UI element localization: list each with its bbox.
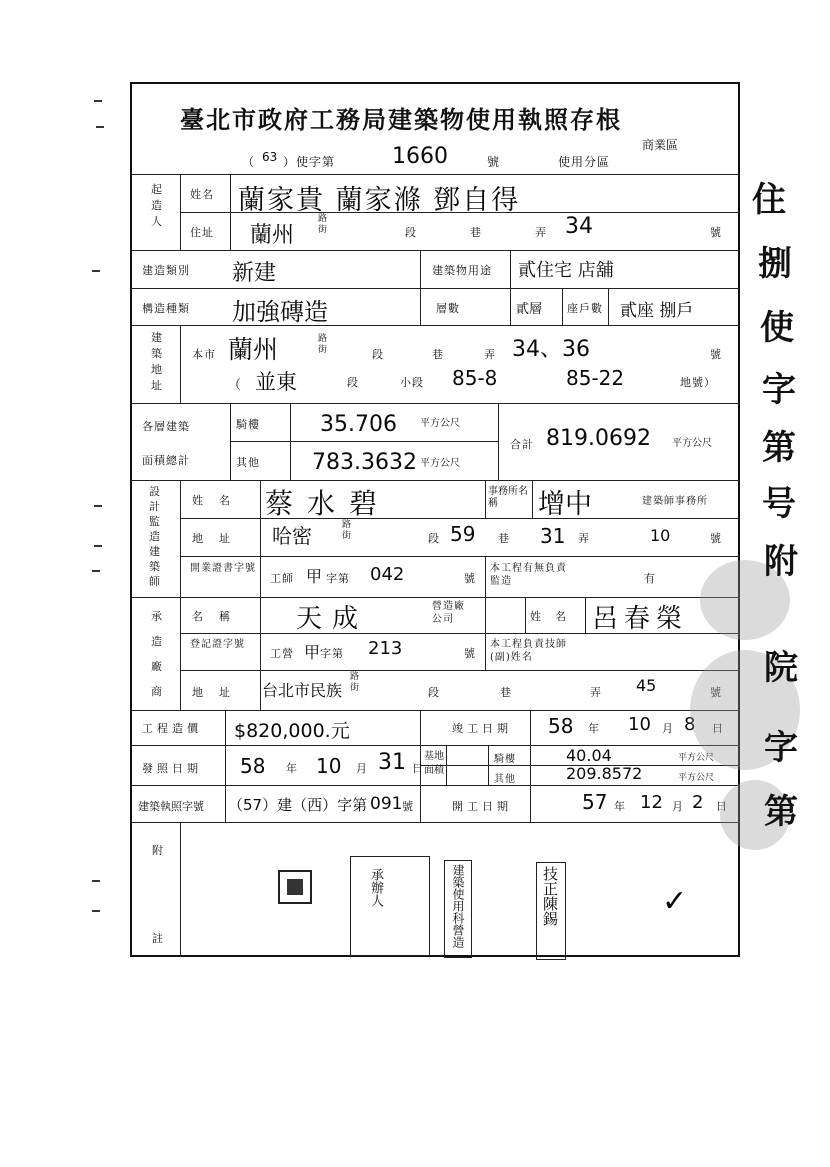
- type-label: 建造類別: [142, 264, 190, 277]
- permit-prefix: （: [242, 155, 256, 169]
- registration-no-label: 字第: [320, 647, 344, 660]
- applicant-sec-label: 段: [405, 226, 417, 239]
- done-nian: 年: [588, 722, 600, 735]
- contractor-sec-label: 段: [428, 686, 440, 699]
- permit-hao: 號: [487, 155, 501, 169]
- rule: [525, 597, 526, 633]
- permit-prefix-value: （57）建（西）字第: [228, 796, 368, 814]
- stamp-officer: [350, 856, 430, 956]
- done-label: 竣工日期: [452, 722, 512, 735]
- stamp-engineer-text: 技正陳錫: [541, 866, 559, 926]
- total-value: 819.0692: [546, 426, 651, 451]
- structure-label: 構造種類: [142, 302, 190, 315]
- rule: [485, 480, 486, 518]
- margin-char: 第: [764, 792, 798, 832]
- use-label: 建築物用途: [432, 264, 492, 277]
- applicant-lane-label: 巷: [470, 226, 482, 239]
- cost-label: 工程造價: [142, 722, 202, 735]
- margin-mark: [92, 880, 100, 882]
- site-sec-label: 段: [372, 348, 384, 361]
- issue-yue: 月: [356, 762, 368, 775]
- rule: [130, 288, 740, 289]
- margin-char: 使: [760, 308, 794, 348]
- office-value: 增中: [538, 489, 592, 520]
- base-arcade-value: 40.04: [566, 746, 612, 765]
- designer-sec-value: 59: [450, 522, 476, 546]
- applicant-num-value: 34: [565, 214, 593, 239]
- site-alley-label: 弄: [484, 348, 496, 361]
- permit-prefix-end: ）使字第: [283, 155, 336, 169]
- rule: [130, 710, 740, 711]
- land-subsec-label: 小段: [400, 376, 424, 389]
- start-year: 57: [582, 790, 608, 814]
- remarks-label-top: 附: [152, 844, 164, 857]
- rule: [446, 745, 447, 785]
- rule: [230, 174, 231, 250]
- margin-char: 字: [764, 728, 798, 768]
- issue-nian: 年: [286, 762, 298, 775]
- area-other-value: 783.3632: [312, 450, 417, 475]
- start-yue: 月: [672, 800, 684, 813]
- households-label: 座戶數: [567, 302, 603, 315]
- designer-addr-label: 地址: [192, 532, 246, 545]
- zone-note: 商業區: [642, 138, 679, 152]
- floors-label: 層數: [436, 302, 460, 315]
- rule: [230, 441, 498, 442]
- license-label: 開業證書字號: [190, 563, 256, 574]
- registration-hao: 號: [464, 647, 476, 660]
- supervise-value: 有: [644, 572, 656, 585]
- rule: [180, 325, 181, 403]
- use-value: 貳住宅 店舖: [518, 260, 614, 281]
- applicant-addr-label: 住址: [190, 226, 214, 239]
- margin-mark: [96, 126, 104, 128]
- site-city-label: 本市: [192, 348, 216, 361]
- applicant-name-value: 蘭家貴 蘭家滌 鄧自得: [238, 185, 521, 216]
- rule: [180, 670, 740, 671]
- area-label-1: 各層建築: [142, 420, 190, 433]
- rule: [130, 325, 740, 326]
- contractor-name-value: 天成: [296, 604, 369, 634]
- rule: [510, 250, 511, 288]
- rule: [260, 480, 261, 597]
- issue-ri: 日: [412, 762, 424, 775]
- rule: [420, 250, 421, 325]
- registration-value: 213: [368, 638, 403, 659]
- rule: [532, 480, 533, 518]
- use-zone-label: 使用分區: [558, 155, 611, 169]
- designer-num-value: 10: [650, 526, 671, 545]
- rule: [130, 745, 740, 746]
- contractor-road-label: 路 街: [350, 672, 361, 693]
- designer-name-value: 蔡水碧: [265, 487, 392, 520]
- issue-year: 58: [240, 754, 266, 778]
- designer-group-label: 設計監造建築師: [149, 485, 160, 588]
- start-day: 2: [692, 792, 704, 813]
- designer-lane-label: 巷: [498, 532, 510, 545]
- rule: [180, 174, 181, 250]
- office-suffix: 建築師事務所: [642, 496, 708, 507]
- permit-number: 1660: [392, 144, 448, 169]
- contractor-name-label: 名稱: [192, 610, 246, 623]
- site-hao-label: 號: [710, 348, 722, 361]
- rule: [510, 288, 511, 325]
- base-other-value: 209.8572: [566, 764, 643, 783]
- rule: [180, 556, 740, 557]
- margin-char: 字: [762, 370, 796, 410]
- total-label: 合計: [510, 438, 534, 451]
- contractor-company-label: 營造廠 公司: [432, 601, 465, 625]
- rule: [230, 403, 231, 480]
- office-label: 事務所名稱: [488, 486, 528, 509]
- margin-mark: [94, 100, 102, 102]
- land-sec-label: 段: [347, 376, 359, 389]
- margin-mark: [92, 570, 100, 572]
- site-group-label: 建築地址: [151, 331, 162, 392]
- land-open: （: [228, 378, 243, 393]
- margin-char: 第: [762, 428, 796, 468]
- check-mark: ✓: [662, 884, 688, 919]
- site-num-value: 34、36: [512, 337, 590, 362]
- arcade-value: 35.706: [320, 412, 397, 437]
- rule: [180, 480, 181, 597]
- site-road-label: 路 街: [318, 334, 329, 355]
- base-other-label: 其他: [494, 774, 516, 785]
- margin-mark: [94, 545, 102, 547]
- designer-addr-road: 哈密: [272, 524, 312, 548]
- land-value: 並東: [255, 370, 297, 394]
- license-value: 042: [370, 564, 405, 585]
- applicant-addr-road: 蘭州: [250, 223, 295, 248]
- designer-alley-label: 弄: [578, 532, 590, 545]
- base-arcade-label: 騎樓: [494, 754, 516, 765]
- rule: [130, 403, 740, 404]
- applicant-road-label: 路 街: [318, 214, 329, 235]
- license-no-label: 字第: [326, 572, 350, 585]
- cost-value: $820,000.元: [234, 720, 350, 742]
- start-label: 開工日期: [452, 800, 512, 813]
- site-lane-label: 巷: [432, 348, 444, 361]
- registration-label: 登記證字號: [190, 639, 245, 650]
- margin-char: 附: [764, 542, 798, 582]
- site-road-value: 蘭州: [228, 335, 279, 364]
- done-yue: 月: [662, 722, 674, 735]
- contractor-num-value: 45: [636, 676, 657, 695]
- rule: [130, 785, 740, 786]
- start-month: 12: [640, 792, 663, 813]
- rule: [485, 556, 486, 597]
- margin-mark: [94, 505, 102, 507]
- document-title: 臺北市政府工務局建築物使用執照存根: [180, 105, 622, 134]
- contractor-hao-label: 號: [710, 686, 722, 699]
- stamp-officer-text: 承辦人: [368, 868, 383, 907]
- registration-grade: 甲: [304, 643, 321, 662]
- designer-lane-value: 31: [540, 524, 566, 548]
- rule: [180, 518, 740, 519]
- rule: [260, 597, 261, 710]
- margin-char: 号: [762, 484, 796, 524]
- done-ri: 日: [712, 722, 724, 735]
- license-grade: 甲: [306, 567, 323, 586]
- margin-mark: [92, 270, 100, 272]
- rule: [290, 403, 291, 480]
- lot-value-2: 85-22: [566, 366, 625, 390]
- remarks-label-bottom: 註: [152, 932, 164, 945]
- margin-char: 院: [764, 648, 798, 688]
- contractor-rep-value: 呂春榮: [592, 604, 689, 634]
- permit-label: 建築執照字號: [138, 800, 204, 813]
- license-prefix: 工師: [270, 572, 294, 585]
- designer-hao-label: 號: [710, 532, 722, 545]
- base-area-label: 基地面積: [424, 751, 444, 776]
- square-stamp-inner: [287, 879, 303, 895]
- designer-name-label: 姓名: [192, 494, 246, 507]
- rule: [180, 597, 181, 710]
- designer-road-label: 路 街: [342, 520, 353, 541]
- done-day: 8: [684, 714, 696, 735]
- base-other-unit: 平方公尺: [678, 773, 715, 783]
- applicant-group-label: 起造人: [151, 183, 162, 228]
- type-value: 新建: [232, 261, 277, 286]
- rule: [585, 597, 586, 633]
- issue-month: 10: [316, 754, 342, 778]
- total-unit: 平方公尺: [672, 438, 712, 449]
- margin-mark: [92, 910, 100, 912]
- area-other-unit: 平方公尺: [420, 458, 460, 469]
- contractor-addr-value: 台北市民族: [262, 681, 343, 700]
- rule: [130, 822, 740, 823]
- done-month: 10: [628, 714, 651, 735]
- base-arcade-unit: 平方公尺: [678, 753, 715, 763]
- land-no-label: 地號）: [680, 376, 716, 389]
- rule: [608, 288, 609, 325]
- start-nian: 年: [614, 800, 626, 813]
- contractor-addr-label: 地址: [192, 686, 246, 699]
- rule: [562, 288, 563, 325]
- floors-value: 貳層: [516, 302, 543, 317]
- arcade-unit: 平方公尺: [420, 418, 460, 429]
- rule: [180, 822, 181, 957]
- structure-value: 加強磚造: [232, 298, 328, 326]
- lot-value-1: 85-8: [452, 366, 498, 390]
- applicant-hao-label: 號: [710, 226, 722, 239]
- margin-char: 捌: [758, 244, 792, 284]
- applicant-alley-label: 弄: [535, 226, 547, 239]
- contractor-group-label: 承造廠商: [151, 610, 162, 698]
- rule: [530, 710, 531, 822]
- rule: [225, 710, 226, 822]
- permit-hao-label: 號: [402, 800, 414, 813]
- rule: [130, 250, 740, 251]
- contractor-alley-label: 弄: [590, 686, 602, 699]
- area-label-2: 面積總計: [142, 454, 190, 467]
- households-value: 貳座 捌戶: [620, 301, 694, 321]
- margin-char: 住: [752, 180, 786, 220]
- start-ri: 日: [716, 800, 728, 813]
- rule: [130, 174, 740, 175]
- rule: [485, 597, 486, 670]
- permit-prefix-hand: 63: [262, 150, 278, 164]
- rule: [498, 403, 499, 480]
- supervise-label: 本工程有無負責監造: [490, 563, 567, 587]
- stamp-department-text: 建築使用科營造: [451, 864, 465, 948]
- designer-sec-label: 段: [428, 532, 440, 545]
- issue-label: 發照日期: [142, 762, 202, 775]
- arcade-label: 騎樓: [236, 418, 260, 431]
- permit-value: 091: [370, 794, 403, 814]
- license-hao: 號: [464, 572, 476, 585]
- rule: [130, 480, 740, 481]
- applicant-name-label: 姓名: [190, 188, 214, 201]
- engineer-label: 本工程負責技師(副)姓名: [490, 639, 567, 663]
- registration-prefix: 工營: [270, 647, 294, 660]
- rule: [488, 745, 489, 785]
- contractor-rep-label: 姓名: [530, 610, 580, 623]
- area-other-label: 其他: [236, 456, 260, 469]
- contractor-lane-label: 巷: [500, 686, 512, 699]
- issue-day: 31: [378, 750, 406, 775]
- done-year: 58: [548, 714, 574, 738]
